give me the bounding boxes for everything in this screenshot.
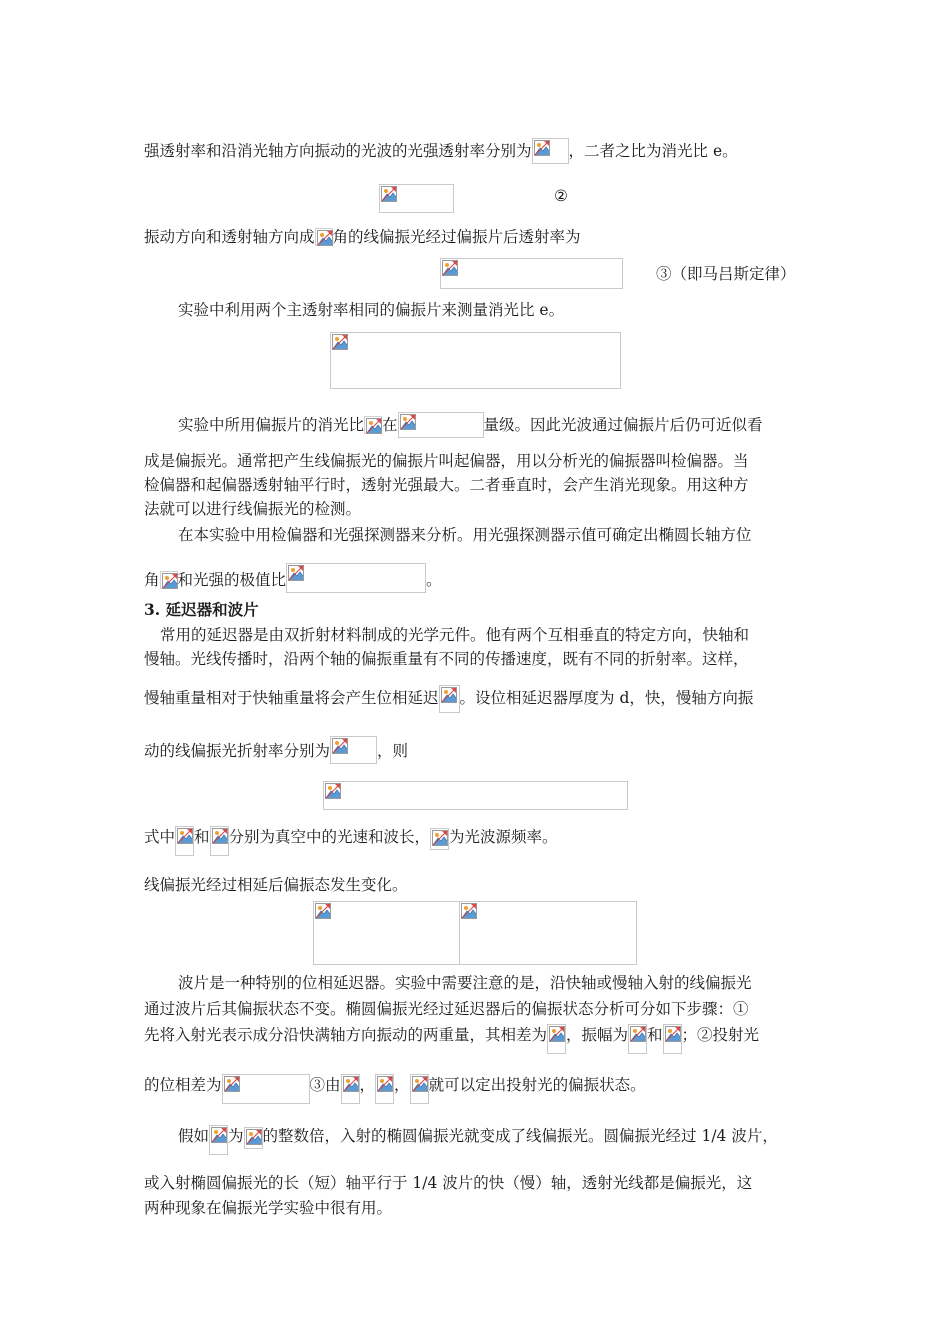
equation-number: ② [554,187,568,205]
formula-image [430,828,449,850]
formula-image-jones-left [313,901,460,965]
text-line: 检偏器和起偏器透射轴平行时，透射光强最大。二者垂直时，会产生消光现象。用这种方 [144,476,749,494]
formula-image [209,1125,228,1155]
broken-image-icon [288,565,304,581]
formula-image [160,571,178,589]
formula-image [364,416,382,434]
formula-image [439,685,460,713]
formula-image [547,1024,566,1054]
broken-image-icon [549,1026,565,1042]
broken-image-icon [177,828,193,844]
broken-image-icon [377,1076,393,1092]
broken-image-icon [315,903,331,919]
text-line [144,1074,646,1104]
text-segment: 式中 [144,828,176,846]
text-line: 常用的延迟器是由双折射材料制成的光学元件。他有两个互相垂直的特定方向，快轴和 [160,626,750,644]
text-segment: ；②投射光 [681,1026,760,1044]
text-segment: 角的线偏振光经过偏振片后透射率为 [332,228,581,246]
text-line [144,685,753,713]
text-segment: 的整数倍，入射的椭圆偏振光就变成了线偏振光。圆偏振光经过 1/4 波片， [262,1127,778,1145]
formula-image [222,1074,310,1104]
broken-image-icon [534,140,550,156]
section-heading: 3. 延迟器和波片 [144,600,259,619]
text-segment: 和光强的极值比 [177,571,287,589]
text-line [144,1024,759,1054]
text-line [144,736,408,764]
text-line: 或入射椭圆偏振光的长（短）轴平行于 1/4 波片的快（慢）轴，透射光线都是偏振光，这 [144,1174,753,1192]
text-segment: 为光波源频率。 [449,828,558,846]
formula-image [175,826,194,856]
text-segment: 分别为真空中的光速和波长， [228,828,431,846]
text-line: 线偏振光经过相延后偏振态发生变化。 [144,876,408,894]
broken-image-icon [381,186,397,202]
text-line: 实验中利用两个主透射率相同的偏振片来测量消光比 e。 [178,301,565,319]
broken-image-icon [224,1076,240,1092]
text-line: 成是偏振光。通常把产生线偏振光的偏振片叫起偏器，用以分析光的偏振器叫检偏器。当 [144,452,749,470]
text-segment: ， [359,1076,376,1094]
text-segment: ，二者之比为消光比 e。 [568,142,738,160]
text-segment: 振动方向和透射轴方向成 [144,228,315,246]
formula-image [286,563,426,593]
text-segment: ， [394,1076,410,1094]
equation-number: ③（即马吕斯定律） [656,265,796,283]
text-segment: 实验中所用偏振片的消光比 [178,416,365,434]
text-line: 在本实验中用检偏器和光强探测器来分析。用光强探测器示值可确定出椭圆长轴方位 [178,526,752,544]
formula-image [315,228,333,246]
text-segment: 角 [144,571,160,589]
formula-image-eq3 [440,258,623,289]
broken-image-icon [441,687,457,703]
text-segment: 慢轴重量相对于快轴重量将会产生位相延迟 [144,689,439,707]
text-line [178,1125,778,1155]
text-segment: 的位相差为 [144,1076,222,1094]
formula-image-phase-delay [323,781,628,810]
formula-image-jones-right [459,901,637,965]
text-line [144,226,581,248]
broken-image-icon [412,1076,428,1092]
text-line [144,563,442,593]
text-segment: 假如 [178,1127,210,1145]
formula-image [410,1074,429,1104]
formula-image [330,736,377,764]
broken-image-icon [211,1127,227,1143]
formula-image [375,1074,394,1104]
text-segment: 动的线偏振光折射率分别为 [144,742,331,760]
text-line [144,138,738,164]
text-segment: ，则 [377,742,409,760]
text-segment: 就可以定出投射光的偏振状态。 [428,1076,646,1094]
text-line [144,826,558,856]
broken-image-icon [461,903,477,919]
broken-image-icon [630,1026,646,1042]
broken-image-icon [325,783,341,799]
formula-image [244,1127,263,1149]
broken-image-icon [366,418,382,434]
text-line: 两种现象在偏振光学实验中很有用。 [144,1199,393,1217]
formula-image [210,826,229,856]
broken-image-icon [332,738,348,754]
text-segment: 为 [228,1127,244,1145]
text-segment: ③由 [309,1076,341,1094]
text-line: 慢轴。光线传播时，沿两个轴的偏振重量有不同的传播速度，既有不同的折射率。这样， [144,650,749,668]
broken-image-icon [432,830,448,846]
text-segment: 和 [647,1026,663,1044]
formula-image [341,1074,360,1104]
text-segment: 。 [426,571,442,589]
text-line: 通过波片后其偏振状态不变。椭圆偏振光经过延迟器后的偏振状态分析可分如下步骤：① [144,1000,749,1018]
formula-image-eq2 [379,184,454,213]
text-segment: 。设位相延迟器厚度为 d，快，慢轴方向振 [459,689,754,707]
text-line: 波片是一种特别的位相延迟器。实验中需要注意的是，沿快轴或慢轴入射的线偏振光 [178,974,752,992]
formula-image-extinction [330,332,621,389]
formula-image [398,412,484,438]
broken-image-icon [317,230,333,246]
broken-image-icon [400,414,416,430]
text-segment: 量级。因此光波通过偏振片后仍可近似看 [483,416,763,434]
formula-image [663,1024,682,1054]
formula-image [628,1024,647,1054]
text-segment: 先将入射光表示成分沿快满轴方向振动的两重量，其相差为 [144,1026,548,1044]
text-segment: 在 [382,416,398,434]
broken-image-icon [343,1076,359,1092]
text-line [178,412,763,438]
broken-image-icon [665,1026,681,1042]
text-segment: 和 [194,828,210,846]
broken-image-icon [332,334,348,350]
text-line: 法就可以进行线偏振光的检测。 [144,500,362,518]
broken-image-icon [212,828,228,844]
broken-image-icon [442,260,458,276]
text-segment: 强透射率和沿消光轴方向振动的光波的光强透射率分别为 [144,142,532,160]
broken-image-icon [246,1129,262,1145]
formula-image [532,138,569,164]
broken-image-icon [162,573,178,589]
text-segment: ，振幅为 [566,1026,629,1044]
